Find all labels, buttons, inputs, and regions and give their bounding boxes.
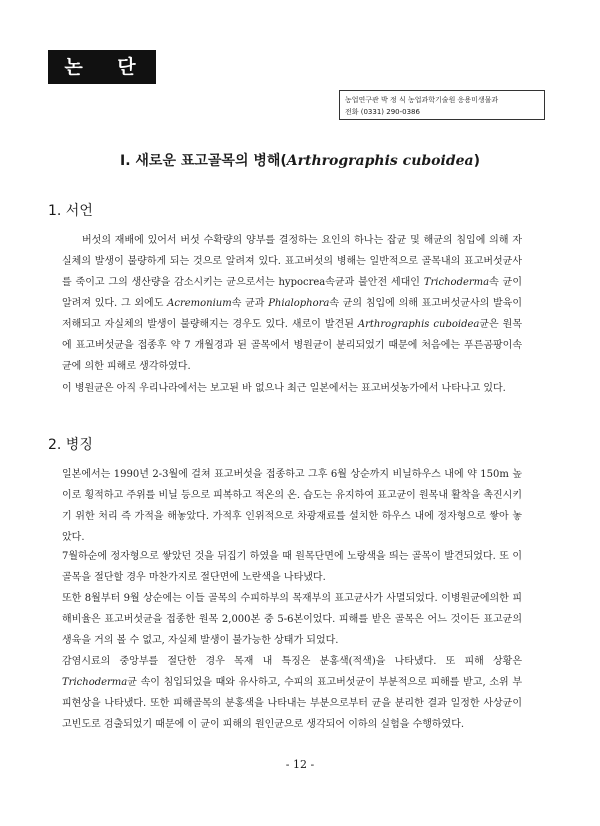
author-info-box — [339, 90, 545, 120]
text-segment: 균은 원목에 표고버섯균을 접종후 약 7 개월경과 된 골목에서 병원균이 분리되었기 때문에 처음에는 푸른곰팡이속 균에 의한 피해로 생각하였다. — [62, 319, 522, 372]
text-segment: 이 병원균은 아직 우리나라에서는 보고된 바 없으나 최근 일본에서는 표고버섯농가에서 나타나고 있다. — [62, 383, 506, 394]
author-phone: 전화 (0331) 290-0386 — [345, 108, 420, 116]
scientific-name: Trichoderma — [423, 277, 490, 288]
text-segment: 속 균과 — [231, 298, 269, 309]
title-latin-name: Arthrographis cuboidea — [286, 153, 474, 169]
author-affiliation: 농업연구관 박 정 식 농업과학기술원 응용미생물과 — [345, 96, 499, 104]
scientific-name: Phialophora — [268, 298, 330, 309]
title-prefix: Ⅰ. 새로운 표고골목의 병해( — [120, 153, 287, 169]
text-segment: 일본에서는 1990년 2-3월에 걸쳐 표고버섯을 접종하고 그후 6월 상순까지 비닐하우스 내에 약 150m 높이로 횡적하고 주위를 비닐 등으로 피복하고 적온의 온. 습도는 유지하여 표고균이 원목내 활착을 촉진시키기 위한 처리 즉 가적을 해놓았다. 가적후 인위적으로 차광재료를 설치한 하우스 내에 정자형으로 쌓아 놓았다. — [62, 469, 522, 543]
text-segment: 균 속이 침입되었을 때와 유사하고, 수피의 표고버섯균이 부분적으로 피해를 받고, 소위 부피현상을 나타냈다. 또한 피해골목의 분홍색을 나타내는 부분으로부터 균을 분리한 결과 일정한 사상균이 고빈도로 검출되었기 때문에 이 균이 피해의 원인균으로 생각되어 이하의 실험을 수행하였다. — [62, 677, 522, 730]
text-segment: 속 균의 침입에 의해 표고버섯균사의 발육이 저해되고 자실체의 발생이 불량해지는 경우도 있다. 새로이 발견된 — [62, 298, 522, 330]
section-heading-intro: 1. 서언 — [48, 203, 93, 219]
scientific-name: Trichoderma — [62, 677, 128, 688]
section-badge: 논 단 — [48, 50, 156, 84]
paragraph-symptoms-2 — [62, 546, 522, 588]
article-title — [0, 150, 600, 170]
section-heading-symptoms: 2. 병징 — [48, 437, 93, 453]
text-segment: 속 균이 알려져 있다. 그 외에도 — [62, 277, 522, 309]
paragraph-intro-2 — [62, 378, 522, 399]
page-number: - 12 - — [285, 758, 315, 771]
text-segment: 버섯의 재배에 있어서 버섯 수확량의 양부를 결정하는 요인의 하나는 잡균 및 해균의 침입에 의해 자실체의 발생이 불량하게 되는 것으로 알려져 있다. 표고버섯의 병해는 일반적으로 골목내의 표고버섯균사를 죽이고 그의 생산량을 감소시키는 균으로서는 hypocrea속균과 불안전 세대인 — [62, 235, 522, 288]
text-segment: 또한 8월부터 9월 상순에는 이들 골목의 수피하부의 목재부의 표고균사가 사멸되었다. 이병원균에의한 피해비율은 표고버섯균을 접종한 원목 2,000본 중 5-6본이었다. 피해를 받은 골목은 어느 것이든 표고균의 생육을 거의 볼 수 없고, 자실체 발생이 불가능한 상태가 되었다. — [62, 593, 522, 646]
paragraph-intro-1 — [62, 230, 522, 377]
text-segment: 7월하순에 정자형으로 쌓았던 것을 뒤집기 하였을 때 원목단면에 노랑색을 띄는 골목이 발견되었다. 또 이 골목을 절단할 경우 마찬가지로 절단면에 노란색을 나타냈다. — [62, 551, 522, 583]
title-suffix: ) — [473, 153, 480, 169]
paragraph-symptoms-1 — [62, 464, 522, 548]
paragraph-symptoms-3 — [62, 588, 522, 651]
paragraph-symptoms-4 — [62, 651, 522, 735]
text-segment: 감염시료의 중앙부를 절단한 경우 목재 내 특징은 분홍색(적색)을 나타냈다. 또 피해 상황은 — [62, 656, 522, 667]
scientific-name: Acremonium — [167, 298, 232, 309]
scientific-name: Arthrographis cuboidea — [357, 319, 480, 330]
